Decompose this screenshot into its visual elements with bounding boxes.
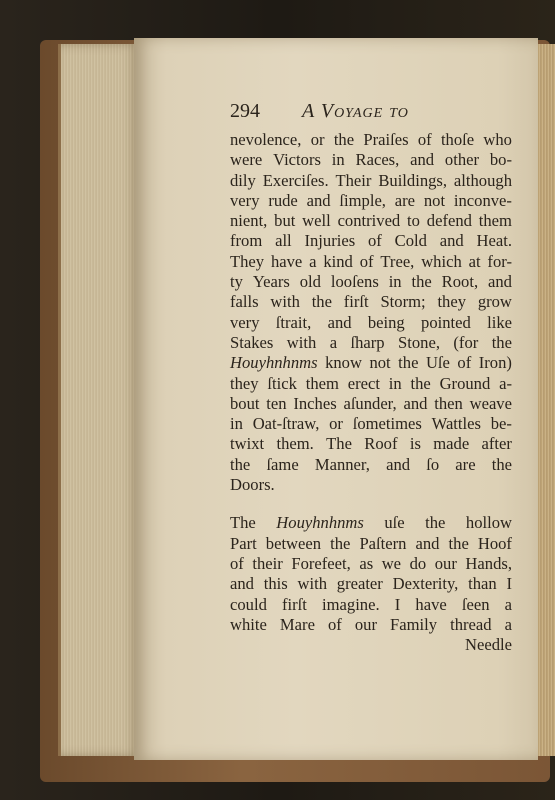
text-line: Part between the Paſtern and the Hoof bbox=[230, 533, 512, 553]
text-line: Doors. bbox=[230, 475, 275, 495]
paragraph-gap bbox=[230, 495, 512, 513]
text-line: the ſame Manner, and ſo are the bbox=[230, 454, 512, 474]
text-line: very rude and ſimple, are not inconve- bbox=[230, 190, 512, 210]
text-line: very ſtrait, and being pointed like bbox=[230, 312, 512, 332]
paragraph-2 bbox=[230, 513, 512, 635]
text-line: Houyhnhnms know not the Uſe of Iron) bbox=[230, 353, 512, 373]
text-line: could firſt imagine. I have ſeen a bbox=[230, 594, 512, 614]
text-line: and this with greater Dexterity, than I bbox=[230, 574, 512, 594]
text-line: of their Forefeet, as we do our Hands, bbox=[230, 553, 512, 573]
page-number: 294 bbox=[230, 100, 260, 122]
text-line: from all Injuries of Cold and Heat. bbox=[230, 231, 512, 251]
text-line: Stakes with a ſharp Stone, (for the bbox=[230, 332, 512, 352]
text-line: nient, but well contrived to defend them bbox=[230, 211, 512, 231]
right-page-edges bbox=[538, 44, 555, 756]
text-line: twixt them. The Roof is made after bbox=[230, 434, 512, 454]
text-line: were Victors in Races, and other bo- bbox=[230, 150, 512, 170]
text-line: in Oat-ſtraw, or ſometimes Wattles be- bbox=[230, 414, 512, 434]
catchword: Needle bbox=[465, 635, 512, 655]
text-line: falls with the firſt Storm; they grow bbox=[230, 292, 512, 312]
text-line: they ſtick them erect in the Ground a- bbox=[230, 373, 512, 393]
text-line: The Houyhnhnms uſe the hollow bbox=[230, 513, 512, 533]
text-line: nevolence, or the Praiſes of thoſe who bbox=[230, 130, 512, 149]
paragraph-1 bbox=[230, 130, 512, 495]
text-line: They have a kind of Tree, which at for- bbox=[230, 251, 512, 271]
page-edges bbox=[58, 44, 139, 756]
text-line: bout ten Inches aſunder, and then weave bbox=[230, 393, 512, 413]
text-line: ty Years old looſens in the Root, and bbox=[230, 272, 512, 292]
text-line: white Mare of our Family thread a bbox=[230, 614, 512, 634]
page-text bbox=[230, 100, 512, 655]
page-header bbox=[230, 100, 512, 130]
text-line: dily Exerciſes. Their Buildings, although bbox=[230, 170, 512, 190]
running-head: A Voyage to bbox=[302, 100, 409, 122]
